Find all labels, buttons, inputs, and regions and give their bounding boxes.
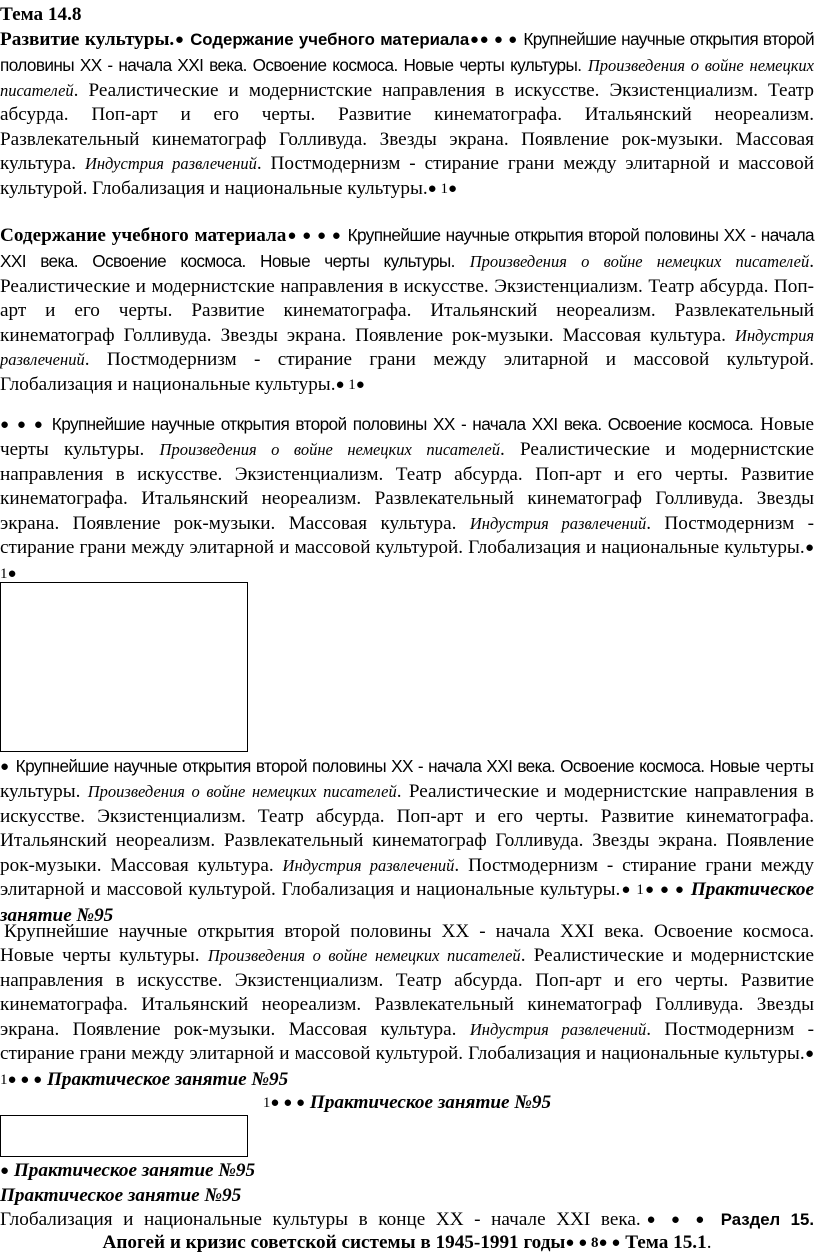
- section-title-line: [0, 1231, 814, 1256]
- section-label: Раздел 15.: [720, 1210, 814, 1229]
- subheading: Содержание учебного материала: [0, 225, 287, 246]
- bullet-icon: ● ● ● ●: [286, 228, 342, 244]
- practical-label: Практическое занятие №95: [0, 879, 814, 926]
- body-text: . Постмодернизм - стирание грани между элитарной и массовой культурой. Глобализация и национальные культуры.: [0, 854, 815, 901]
- italic-text: Индустрия развлечений: [84, 154, 257, 174]
- body-text: . Реалистические и модернистские направления в искусстве. Экзистенциализм. Театр абсурда. Поп-арт и его черты. Развитие кинематографа. Итальянский неореализм. Развлекательный кинематограф Голливуда. Звезды экрана. Появление рок-музыки. Массовая культура.: [0, 945, 814, 1040]
- bullet-icon: ● ● ●: [640, 1212, 711, 1228]
- bullet-icon: ● ● ●: [0, 417, 45, 433]
- practical-line: [0, 1184, 814, 1208]
- body-text: Глобализация и национальные культуры в конце XX - начале XXI века.: [0, 1209, 641, 1230]
- bullet-icon: ●: [0, 759, 10, 775]
- body-text: . Реалистические и модернистские направления в искусстве. Экзистенциализм. Театр абсурда. Поп-арт и его черты. Развитие кинематографа. Итальянский неореализм. Развлекательный кинематограф Голливуда. Звезды экрана. Появление рок-музыки. Массовая культура.: [0, 251, 814, 346]
- body-text: . Реалистические и модернистские направления в искусстве. Экзистенциализм. Театр абсурда. Поп-арт и его черты. Развитие кинематографа. Итальянский неореализм. Развлекательный кинематограф Голливуда. Звезды экрана. Появление рок-музыки. Массовая культура.: [0, 439, 815, 534]
- topic-label: Тема 15.1: [625, 1232, 707, 1253]
- body-text: Новые черты культуры.: [0, 414, 815, 461]
- section-paragraph-4: [0, 754, 814, 928]
- bullet-icon: ● 1●: [0, 540, 815, 582]
- body-text: . Постмодернизм - стирание грани между элитарной и массовой культурой. Глобализация и национальные культуры.: [0, 153, 815, 199]
- section-paragraph-2: [0, 223, 814, 398]
- period-text: .: [706, 1232, 712, 1253]
- body-text: . Постмодернизм - стирание грани между элитарной и массовой культурой. Глобализация и национальные культуры.: [0, 1018, 815, 1065]
- italic-text: Произведения о войне немецких писателей: [0, 56, 815, 100]
- practical-label: Практическое занятие №95: [46, 1068, 289, 1090]
- subheading: Содержание учебного материала: [190, 30, 470, 49]
- bullet-icon: ● 1● ● ●: [0, 1046, 815, 1088]
- body-text: черты культуры.: [0, 756, 815, 803]
- empty-table-cell: [0, 582, 248, 752]
- body-text: . Реалистические и модернистские направления в искусстве. Экзистенциализм. Театр абсурда. Поп-арт и его черты. Развитие кинематографа. Итальянский неореализм. Развлекательный кинематограф Голливуда. Звезды экрана. Появление рок-музыки. Массовая культура.: [0, 781, 815, 876]
- section-paragraph-1: [0, 27, 814, 202]
- section-paragraph-3: [0, 412, 814, 587]
- section-title: Апогей и кризис советской системы в 1945-1991 годы: [102, 1232, 566, 1253]
- practical-label: Практическое занятие №95: [309, 1092, 552, 1113]
- section-paragraph-5: [0, 920, 814, 1093]
- bullet-icon: ● ● 8● ●: [565, 1235, 621, 1251]
- section-line: [0, 1208, 814, 1232]
- bullet-icon: ● 1●: [335, 376, 365, 393]
- topic-heading: Тема 14.8: [0, 4, 82, 25]
- body-text: Крупнейшие научные открытия второй половины XX - начала XXI века. Освоение космоса. Новые черты культуры.: [0, 921, 814, 967]
- italic-text: Индустрия развлечений: [469, 513, 647, 533]
- body-text: Крупнейшие научные открытия второй половины XX - начала XXI века. Освоение космоса. Новые черты культуры.: [0, 225, 814, 272]
- bullet-icon: ●: [0, 1163, 10, 1179]
- bullet-icon: ● 1●: [427, 180, 458, 197]
- practical-label: Практическое занятие №95: [0, 1185, 242, 1206]
- bullet-icon: ●: [174, 32, 185, 48]
- practical-label: Практическое занятие №95: [13, 1160, 256, 1181]
- body-text: Крупнейшие научные открытия второй половины XX - начала XXI века. Освоение космоса.: [51, 414, 754, 434]
- bullet-icon: ● 1● ● ●: [620, 882, 685, 899]
- body-text: . Постмодернизм - стирание грани между элитарной и массовой культурой. Глобализация и национальные культуры.: [0, 512, 815, 559]
- italic-text: Произведения о войне немецких писателей: [87, 782, 397, 802]
- body-text: . Реалистические и модернистские направления в искусстве. Экзистенциализм. Театр абсурда. Поп-арт и его черты. Развитие кинематографа. Итальянский неореализм. Развлекательный кинематограф Голливуда. Звезды экрана. Появление рок-музыки. Массовая культура.: [0, 79, 814, 175]
- italic-text: Произведения о войне немецких писателей: [469, 252, 810, 272]
- body-text: Крупнейшие научные открытия второй половины XX - начала XXI века. Освоение космоса. Новые: [15, 756, 760, 776]
- italic-text: Произведения о войне немецких писателей: [207, 946, 521, 966]
- italic-text: Произведения о войне немецких писателей: [159, 440, 500, 460]
- bullet-icon: ●● ● ●: [469, 32, 518, 48]
- lead-title: Развитие культуры.: [0, 29, 175, 50]
- practical-line: [0, 1159, 814, 1184]
- practical-line-centered: [0, 1091, 814, 1116]
- body-text: Крупнейшие научные открытия второй половины XX - начала XXI века. Освоение космоса. Новые черты культуры.: [0, 29, 815, 76]
- empty-table-cell: [0, 1115, 248, 1157]
- italic-text: Индустрия развлечений: [0, 325, 814, 370]
- body-text: . Постмодернизм - стирание грани между элитарной и массовой культурой. Глобализация и национальные культуры.: [0, 349, 814, 395]
- italic-text: Индустрия развлечений: [469, 1019, 647, 1039]
- bullet-icon: 1● ● ●: [262, 1095, 306, 1111]
- italic-text: Индустрия развлечений: [282, 855, 455, 875]
